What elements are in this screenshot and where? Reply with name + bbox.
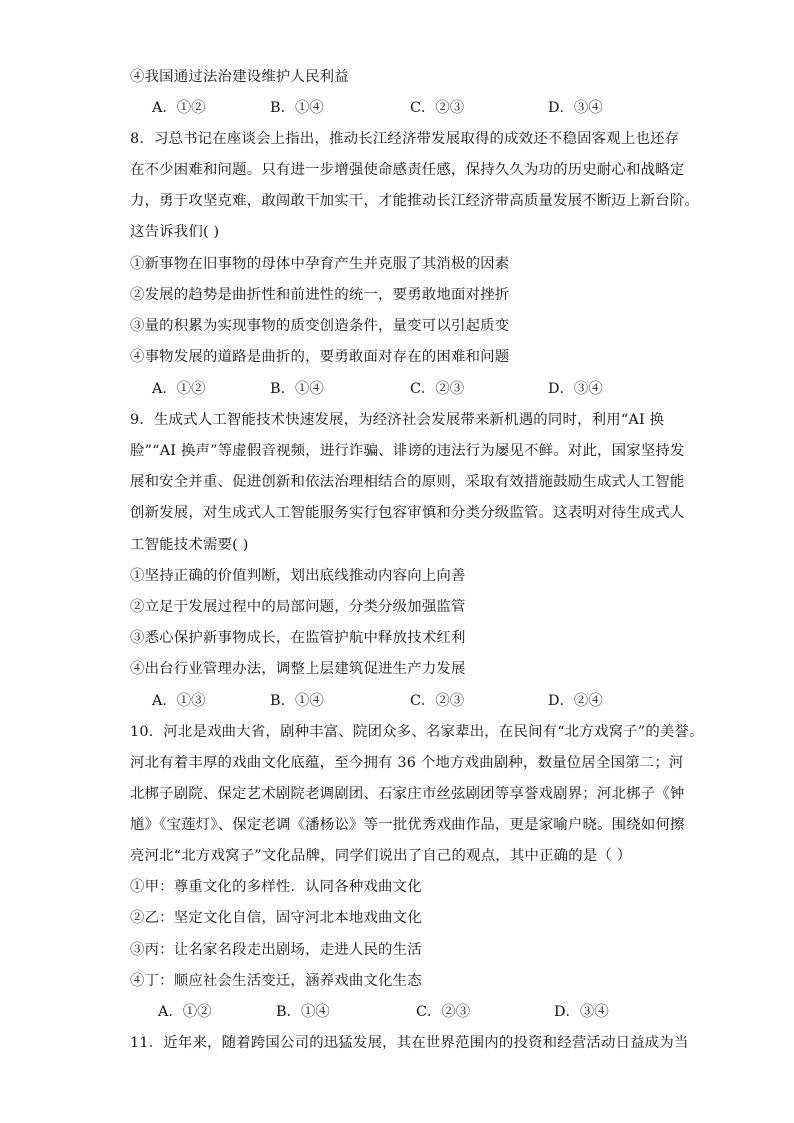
q11-stem-line-1: 11．近年来，随着跨国公司的迅猛发展，其在世界范围内的投资和经营活动日益成为当 [130, 1035, 689, 1051]
q10-statement-4: ④丁：顺应社会生活变迁，涵养戏曲文化生态 [130, 973, 422, 989]
q9-stem-line-4: 创新发展，对生成式人工智能服务实行包容审慎和分类分级监管。这表明对待生成式人 [130, 505, 685, 521]
q7-option-c[interactable]: C．②③ [410, 100, 465, 116]
q9-option-c[interactable]: C．②③ [410, 693, 465, 709]
q10-stem-line-5: 亮河北“北方戏窝子”文化品牌，同学们说出了自己的观点，其中正确的是（ ） [130, 848, 632, 864]
q8-statement-3: ③量的积累为实现事物的质变创造条件，量变可以引起质变 [130, 318, 510, 334]
q10-statement-1: ①甲：尊重文化的多样性．认同各种戏曲文化 [130, 879, 422, 895]
q8-option-c[interactable]: C．②③ [410, 381, 465, 397]
q9-stem-line-1: 9．生成式人工智能技术快速发展，为经济社会发展带来新机遇的同时，利用“AI 换 [130, 412, 665, 428]
q9-stem-line-2: 脸”“AI 换声”等虚假音视频，进行诈骗、诽谤的违法行为屡见不鲜。对此，国家坚持发 [130, 443, 685, 459]
q10-option-c[interactable]: C．②③ [416, 1004, 471, 1020]
q10-option-a[interactable]: A．①② [158, 1004, 212, 1020]
q8-option-d[interactable]: D．③④ [548, 381, 603, 397]
q10-stem-line-3: 北梆子剧院、保定艺术剧院老调剧团、石家庄市丝弦剧团等享誉戏剧界；河北梆子《钟 [130, 786, 685, 802]
q8-option-b[interactable]: B．①④ [270, 381, 324, 397]
q9-options [152, 691, 672, 711]
q7-option-b[interactable]: B．①④ [270, 100, 324, 116]
q10-stem-line-1: 10．河北是戏曲大省，剧种丰富、院团众多、名家辈出，在民间有“北方戏窝子”的美誉。 [130, 724, 704, 740]
q8-stem-line-2: 在不少困难和问题。只有进一步增强使命感责任感，保持久久为功的历史耐心和战略定 [130, 162, 685, 178]
q9-statement-3: ③悉心保护新事物成长，在监管护航中释放技术红利 [130, 630, 466, 646]
q7-option-a[interactable]: A．①② [152, 100, 206, 116]
q9-option-b[interactable]: B．①④ [270, 693, 324, 709]
q8-stem-line-1: 8．习总书记在座谈会上指出，推动长江经济带发展取得的成效还不稳固客观上也还存 [130, 131, 680, 147]
q8-option-a[interactable]: A．①② [152, 381, 206, 397]
q9-statement-2: ②立足于发展过程中的局部问题，分类分级加强监管 [130, 599, 466, 615]
q9-option-d[interactable]: D．②④ [548, 693, 603, 709]
q8-statement-2: ②发展的趋势是曲折性和前进性的统一，要勇敢地面对挫折 [130, 287, 510, 303]
q10-options [158, 1002, 678, 1022]
q10-option-b[interactable]: B．①④ [276, 1004, 330, 1020]
q7-statement-4: ④我国通过法治建设维护人民利益 [130, 69, 349, 85]
q9-statement-1: ①坚持正确的价值判断，划出底线推动内容向上向善 [130, 568, 466, 584]
q10-stem-line-4: 馗》《宝莲灯》、保定老调《潘杨讼》等一批优秀戏曲作品，更是家喻户晓。围绕如何擦 [130, 817, 685, 833]
q10-statement-3: ③丙：让名家名段走出剧场，走进人民的生活 [130, 942, 422, 958]
q10-option-d[interactable]: D．③④ [554, 1004, 609, 1020]
q7-options [152, 98, 672, 118]
q9-stem-line-5: 工智能技术需要( ) [130, 537, 249, 553]
q8-statement-1: ①新事物在旧事物的母体中孕育产生并克服了其消极的因素 [130, 256, 510, 272]
q9-statement-4: ④出台行业管理办法，调整上层建筑促进生产力发展 [130, 661, 466, 677]
q7-option-d[interactable]: D．③④ [548, 100, 603, 116]
q8-stem-line-4: 这告诉我们( ) [130, 224, 220, 240]
q8-statement-4: ④事物发展的道路是曲折的，要勇敢面对存在的困难和问题 [130, 349, 510, 365]
q8-options [152, 379, 672, 399]
q9-stem-line-3: 展和安全并重、促进创新和依法治理相结合的原则，采取有效措施鼓励生成式人工智能 [130, 474, 685, 490]
q10-statement-2: ②乙：坚定文化自信，固守河北本地戏曲文化 [130, 910, 422, 926]
q9-option-a[interactable]: A．①③ [152, 693, 206, 709]
q8-stem-line-3: 力，勇于攻坚克难，敢闯敢干加实干，才能推动长江经济带高质量发展不断迈上新台阶。 [130, 193, 700, 209]
q10-stem-line-2: 河北有着丰厚的戏曲文化底蕴，至今拥有 36 个地方戏曲剧种，数量位居全国第二；河 [130, 755, 684, 771]
